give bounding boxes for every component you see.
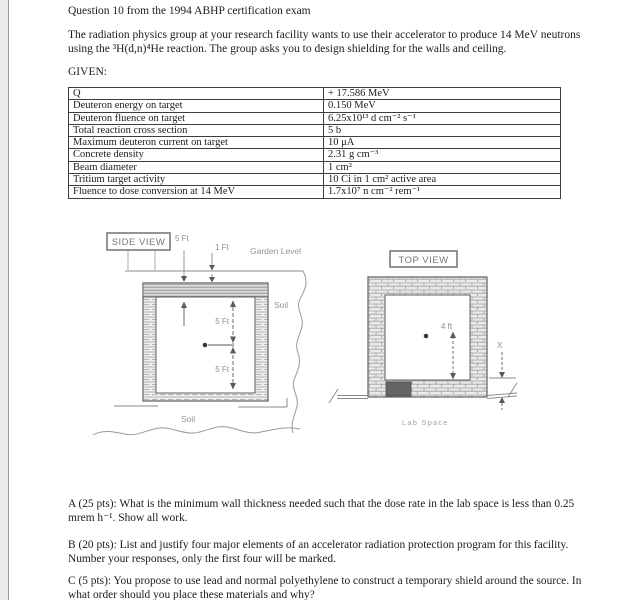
parameter-cell: Fluence to dose conversion at 14 MeV — [69, 186, 324, 198]
parameter-cell: Q — [69, 88, 324, 100]
question-line: Number your responses, only the first four will be marked. — [68, 552, 336, 565]
question-line: C (5 pts): You propose to use lead and normal polyethylene to construct a temporary shield around the source. In — [68, 575, 582, 587]
question-line: mrem h⁻¹. Show all work. — [68, 511, 188, 524]
parameter-cell: Deuteron fluence on target — [69, 112, 324, 124]
value-cell: 1 cm² — [324, 161, 561, 173]
dim-5ft-lower-label: 5 Ft — [215, 365, 229, 374]
table-row — [69, 161, 561, 173]
given-table — [68, 87, 561, 199]
break-mark — [508, 383, 517, 397]
soil-break-line — [292, 271, 306, 433]
given-label: GIVEN: — [68, 66, 107, 78]
soil-right-label: Soil — [274, 300, 289, 310]
side-view-diagram — [93, 233, 306, 435]
wall-thickness-x-label: X — [497, 341, 503, 350]
table-row — [69, 149, 561, 161]
soil-ground-line — [93, 427, 300, 435]
value-cell: 1.7x10⁷ n cm⁻² rem⁻¹ — [324, 186, 561, 198]
table-row — [69, 124, 561, 136]
dim-4ft-label: 4 ft — [441, 322, 453, 331]
down-arrow-icon — [499, 372, 505, 378]
garden-level-label: Garden Level — [250, 246, 302, 256]
value-cell: 10 Ci in 1 cm² active area — [324, 174, 561, 186]
lab-space-label: Lab Space — [402, 418, 449, 427]
question-a — [68, 498, 574, 526]
down-arrow-icon — [209, 277, 215, 283]
neutron-source-dot — [424, 334, 429, 339]
exam-title: Question 10 from the 1994 ABHP certification exam — [68, 5, 311, 17]
intro-line: The radiation physics group at your research facility wants to use their accelerator to produce 14 MeV neutrons — [68, 29, 581, 41]
dense-shield-block — [386, 382, 411, 396]
down-arrow-icon — [181, 276, 187, 282]
value-cell: 0.150 MeV — [324, 100, 561, 112]
dim-1ft-cover-label: 1 Ft — [215, 243, 229, 252]
intro-paragraph — [68, 29, 580, 56]
ceiling-slab — [143, 283, 268, 297]
wall-extension-line — [487, 393, 517, 399]
value-cell: + 17.586 MeV — [324, 88, 561, 100]
intro-line: using the ³H(d,n)⁴He reaction. The group asks you to design shielding for the walls and ceiling. — [68, 42, 507, 55]
top-view-diagram — [329, 251, 517, 427]
parameter-cell: Maximum deuteron current on target — [69, 137, 324, 149]
value-cell: 5 b — [324, 124, 561, 136]
question-line: A (25 pts): What is the minimum wall thickness needed such that the dose rate in the lab space is less than 0.25 — [68, 498, 575, 510]
facility-diagram — [0, 226, 631, 478]
dim-5ft-depth-label: 5 Ft — [175, 234, 189, 243]
value-cell: 10 μA — [324, 137, 561, 149]
table-row — [69, 186, 561, 198]
parameter-cell: Deuteron energy on target — [69, 100, 324, 112]
parameter-cell: Beam diameter — [69, 161, 324, 173]
question-line: what order should you place these materials and why? — [68, 588, 315, 600]
up-arrow-icon — [499, 397, 505, 403]
wall-extension-line — [337, 396, 368, 399]
value-cell: 2.31 g cm⁻³ — [324, 149, 561, 161]
table-row — [69, 174, 561, 186]
top-view-title: TOP VIEW — [398, 255, 449, 266]
parameter-cell: Total reaction cross section — [69, 124, 324, 136]
dim-5ft-upper-label: 5 Ft — [215, 317, 229, 326]
value-cell: 6.25x10¹³ d cm⁻² s⁻¹ — [324, 112, 561, 124]
question-line: B (20 pts): List and justify four major elements of an accelerator radiation protection program for this facility. — [68, 539, 569, 551]
break-mark — [329, 389, 338, 403]
table-row — [69, 88, 561, 100]
table-row — [69, 100, 561, 112]
neutron-source-dot — [203, 343, 208, 348]
table-row — [69, 112, 561, 124]
side-view-title: SIDE VIEW — [111, 237, 166, 248]
down-arrow-icon — [209, 265, 215, 271]
parameter-cell: Concrete density — [69, 149, 324, 161]
table-row — [69, 137, 561, 149]
soil-bottom-label: Soil — [181, 414, 196, 424]
parameter-cell: Tritium target activity — [69, 174, 324, 186]
question-c — [68, 575, 581, 600]
question-b — [68, 539, 568, 567]
